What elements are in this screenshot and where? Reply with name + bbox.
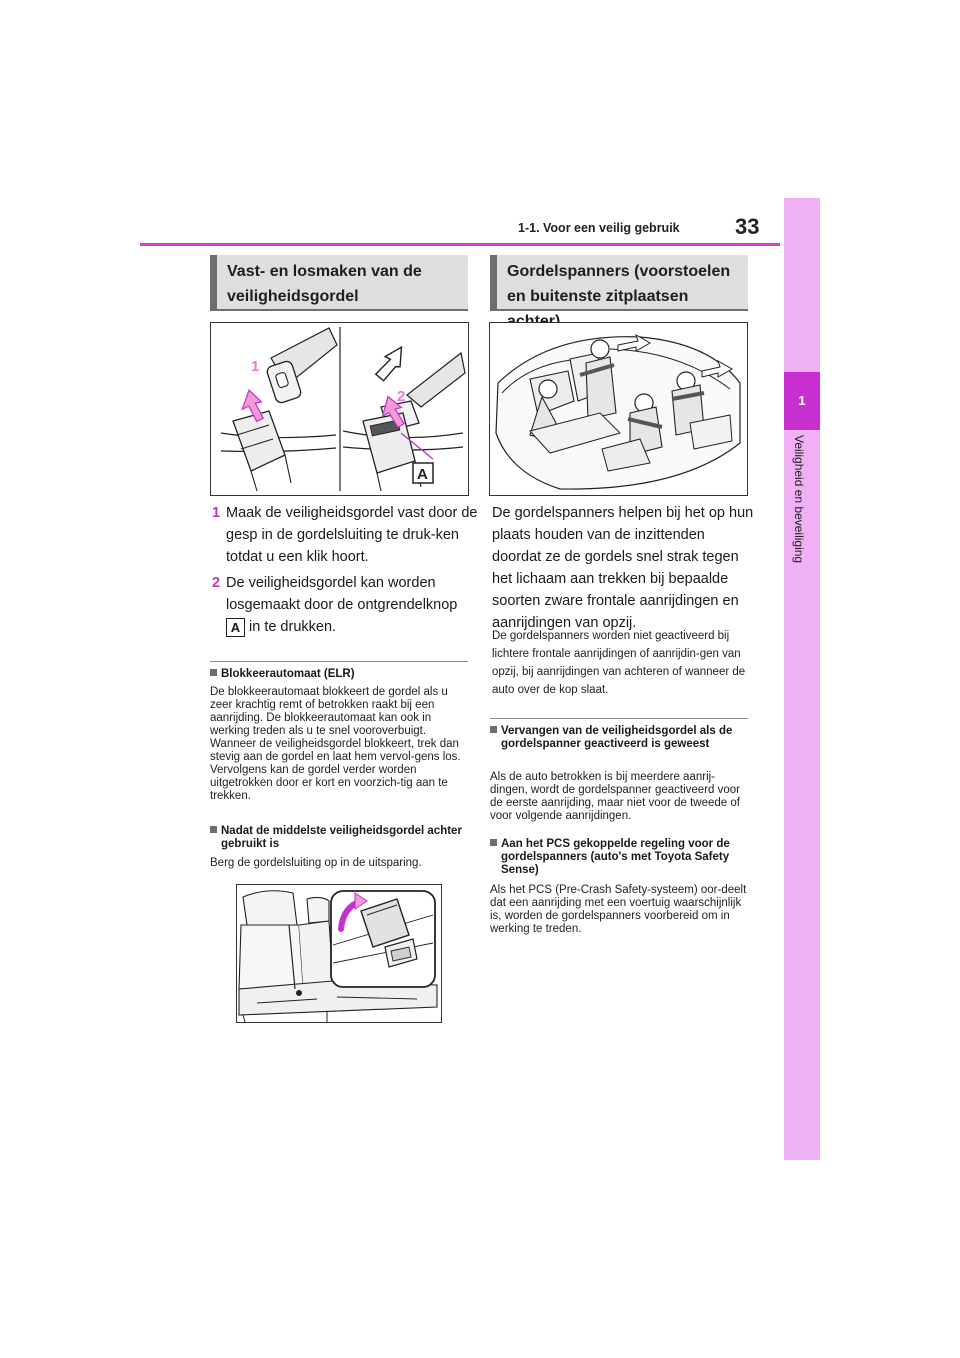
section-heading-line1: Vast- en losmaken van de: [227, 263, 422, 280]
seatbelt-buckle-figure: [210, 322, 469, 496]
section-heading-pretensioners: [490, 255, 748, 311]
seatbelt-buckle-illustration: [211, 323, 468, 495]
release-button-badge: A: [226, 618, 245, 637]
section-heading-line1: Gordelspanners (voorstoelen: [507, 263, 731, 280]
chapter-tab-strip: [784, 198, 820, 1160]
pretensioner-note: De gordelspanners worden niet geactiveerd bij lichtere frontale aanrijdingen of aanrijdin-gen van opzij, bij aanrijdingen van achteren of wanneer de auto over de kop slaat.: [492, 630, 746, 696]
square-bullet-icon: [210, 826, 217, 833]
middle-belt-subheading: Nadat de middelste veiligheidsgordel achter gebruikt is: [210, 825, 472, 851]
square-bullet-icon: [210, 669, 217, 676]
pretensioner-main-text: De gordelspanners helpen bij het op hun plaats houden van de inzittenden doordat ze de gordels snel strak tegen het lichaam aan trekken bij bepaalde soorten zware frontale aanrijdingen en aanrijdingen van opzij.: [492, 505, 754, 631]
rear-seat-figure: [236, 884, 442, 1023]
pcs-paragraph: Als het PCS (Pre-Crash Safety-systeem) oor-deelt dat een aanrijding met een voertuig waarschijnlijk is, worden de gordelspanners voorbereid om in werking te treden.: [490, 884, 747, 935]
section-title: 1-1. Voor een veilig gebruik: [518, 221, 680, 235]
section-heading-line2: en buitenste zitplaatsen: [507, 288, 689, 305]
section-heading-underline: [210, 309, 468, 311]
figure-label-button: A: [417, 466, 428, 483]
divider-right: [490, 718, 748, 719]
square-bullet-icon: [490, 839, 497, 846]
header-rule: [140, 243, 780, 246]
section-heading-underline: [490, 309, 748, 311]
chapter-title-vertical: [792, 435, 812, 645]
chapter-number-tab[interactable]: 1: [784, 372, 820, 430]
elr-paragraph: De blokkeerautomaat blokkeert de gordel als u zeer krachtig remt of betrokken raakt bij een aanrijding. De blokkeerautomaat kan ook in werking treden als u te snel vooroverbuigt. Wanneer de veiligheidsgordel blokkeert, trek dan stevig aan de gordel en laat hem vervol-gens los. Vervolgens kan de gordel verder worden uitgetrokken door er kort en voorzich-tig aan te trekken.: [210, 686, 461, 802]
divider-left: [210, 661, 468, 662]
pcs-subheading: Aan het PCS gekoppelde regeling voor de gordelspanners (auto's met Toyota Safety Sense): [490, 838, 752, 877]
page-number: 33: [735, 214, 760, 239]
elr-subheading: Blokkeerautomaat (ELR): [210, 668, 472, 681]
car-interior-figure: [489, 322, 748, 496]
step-2-text-after: in te drukken.: [249, 619, 337, 635]
replace-belt-subheading: Vervangen van de veiligheidsgordel als de gordelspanner geactiveerd is geweest: [490, 725, 752, 751]
section-heading-fastening: [210, 255, 468, 311]
rear-seat-illustration: [237, 885, 441, 1022]
step-2-text: De veiligheidsgordel kan worden losgemaakt door de ontgrendelknop: [226, 575, 458, 613]
step-2-number: 2: [212, 575, 221, 591]
chapter-title-label: Veiligheid en beveiliging: [792, 435, 806, 564]
square-bullet-icon: [490, 726, 497, 733]
section-heading-line2: veiligheidsgordel: [227, 288, 359, 305]
figure-label-step2: 2: [397, 388, 406, 405]
middle-belt-paragraph: Berg de gordelsluiting op in de uitsparing.: [210, 857, 422, 869]
step-2: [212, 572, 486, 644]
step-1-text: Maak de veiligheidsgordel vast door de gesp in de gordelsluiting te druk-ken totdat u een klik hoort.: [226, 505, 478, 565]
figure-label-step1: 1: [251, 358, 260, 375]
step-1: [212, 502, 486, 568]
car-interior-illustration: [490, 323, 747, 495]
replace-belt-paragraph: Als de auto betrokken is bij meerdere aanrij-dingen, wordt de gordelspanner geactiveerd voor de eerste aanrijding, maar niet voor de tweede of voor volgende aanrijdingen.: [490, 771, 740, 822]
step-1-number: 1: [212, 505, 221, 521]
